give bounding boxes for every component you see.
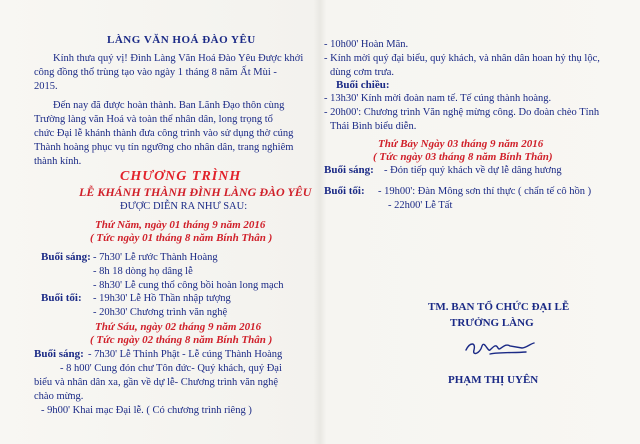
afternoon-label: Buổi chiều: xyxy=(336,79,390,91)
day3-evening-1: - 19h00': Đàn Mông sơn thí thực ( chẩn tế cô hồn ) xyxy=(378,186,592,197)
day2-morning-3: - 9h00' Khai mạc Đại lễ. ( Có chương trình riêng ) xyxy=(41,405,252,416)
signer-name: PHẠM THỊ UYÊN xyxy=(448,374,539,386)
org-line-1: TM. BAN TỔ CHỨC ĐẠI LỄ xyxy=(428,301,570,313)
right-item-2a: - Kính mời quý đại biểu, quý khách, và nhân dân hoan hỷ thụ lộc, xyxy=(324,53,600,64)
day1-lunar: ( Tức ngày 01 tháng 8 năm Bính Thân ) xyxy=(90,232,273,244)
day2-title: Thứ Sáu, ngày 02 tháng 9 năm 2016 xyxy=(95,321,262,333)
day1-morning-1: - 7h30' Lễ rước Thành Hoàng xyxy=(93,252,218,263)
day2-morning-1: - 7h30' Lễ Thỉnh Phật - Lễ cúng Thành Hoàng xyxy=(88,349,283,360)
program-subtitle: LỄ KHÁNH THÀNH ĐÌNH LÀNG ĐÀO YÊU xyxy=(79,185,312,199)
para2-line-4: Thành hoàng phục vụ tín ngưỡng cho nhân dân, trang nghiêm xyxy=(34,142,294,153)
day3-evening-label: Buổi tối: xyxy=(324,185,365,197)
day2-morning-label: Buổi sáng: xyxy=(34,348,84,360)
day1-evening-2: - 20h30' Chương trình văn nghệ xyxy=(93,307,228,318)
intro-line-1: Kính thưa quý vị! Đình Làng Văn Hoá Đào Yêu Được khởi xyxy=(53,53,304,64)
para2-line-5: thành kính. xyxy=(34,156,82,167)
program-note: ĐƯỢC DIỄN RA NHƯ SAU: xyxy=(120,201,248,212)
day3-lunar: ( Tức ngày 03 tháng 8 năm Bính Thân) xyxy=(373,151,553,163)
afternoon-2a: - 20h00': Chương trình Văn nghệ mừng công. Do đoàn chèo Tỉnh xyxy=(324,107,600,118)
para2-line-2: Trường làng văn Hoá và toàn thể nhân dân, long trọng tổ xyxy=(34,114,273,125)
right-column xyxy=(322,0,640,444)
day3-morning-label: Buổi sáng: xyxy=(324,164,374,176)
afternoon-2b: Thái Bình biểu diễn. xyxy=(330,121,417,132)
day1-morning-label: Buổi sáng: xyxy=(41,251,91,263)
para2-line-1: Đến nay đã được hoàn thành. Ban Lãnh Đạo thôn cùng xyxy=(53,100,285,111)
intro-line-2: công đồng thổ trùng tạo vào ngày 1 tháng 8 năm Ất Mùi - xyxy=(34,67,277,78)
day3-evening-2: - 22h00' Lễ Tất xyxy=(388,200,453,211)
afternoon-1: - 13h30' Kính mời đoàn nam tế. Tế cúng thành hoàng. xyxy=(324,93,552,104)
day1-morning-2: - 8h 18 dòng họ dâng lễ xyxy=(93,266,193,277)
day3-title: Thứ Bảy Ngày 03 tháng 9 năm 2016 xyxy=(378,138,544,150)
para2-line-3: chức Đại lễ khánh thành đưa công trình vào sử dụng thờ cúng xyxy=(34,128,294,139)
day1-title: Thứ Năm, ngày 01 tháng 9 năm 2016 xyxy=(95,219,266,231)
day2-morning-2b: biểu và nhân dân xa, gần về dự lễ- Chương trình văn nghệ xyxy=(34,377,279,388)
day1-morning-3: - 8h30' Lễ cung thổ công bồi hoàn long mạch xyxy=(93,280,284,291)
day1-evening-label: Buổi tối: xyxy=(41,292,82,304)
program-title: CHƯƠNG TRÌNH xyxy=(120,169,242,184)
day2-lunar: ( Tức ngày 02 tháng 8 năm Bính Thân ) xyxy=(90,334,273,346)
right-item-1: - 10h00' Hoàn Mãn. xyxy=(324,39,409,50)
day2-morning-2a: - 8 h00' Cung đón chư Tôn đức- Quý khách, quý Đại xyxy=(60,363,282,374)
day3-morning-1: - Đón tiếp quý khách về dự lễ dâng hương xyxy=(384,165,562,176)
org-line-2: TRƯỞNG LÀNG xyxy=(450,317,534,329)
village-title: LÀNG VĂN HOÁ ĐÀO YÊU xyxy=(107,34,256,46)
left-column xyxy=(0,0,318,444)
signature xyxy=(460,334,540,360)
day1-evening-1: - 19h30' Lễ Hồ Thần nhập tượng xyxy=(93,293,231,304)
right-item-2b: dùng cơm trưa. xyxy=(330,67,395,78)
day2-morning-2c: chào mừng. xyxy=(34,391,84,402)
intro-line-3: 2015. xyxy=(34,81,58,92)
